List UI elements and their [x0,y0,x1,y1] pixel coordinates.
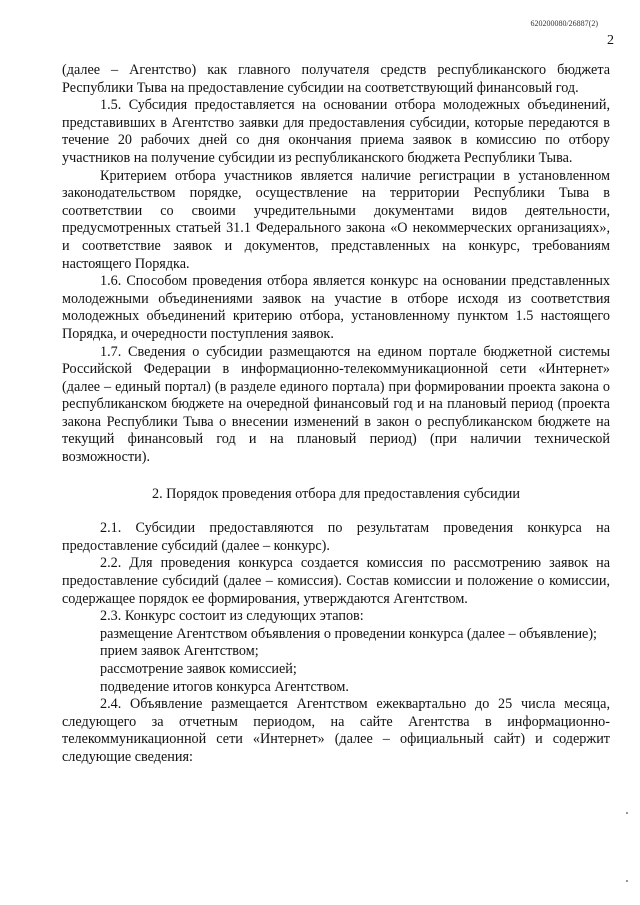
paragraph-1-5: 1.5. Субсидия предоставляется на основании отбора молодежных объединений, представивших в Агентство заявки для предоставления субсидии, которые передаются в течение 20 рабочих дней со дня окончания приема заявок в комиссию по отбору участников на получение субсидии из республиканского бюджета Республики Тыва. [62,97,610,166]
document-code: 620200080/26887(2) [530,19,598,28]
paragraph-2-2: 2.2. Для проведения конкурса создается комиссия по рассмотрению заявок на предоставление субсидий (далее – комиссия). Состав комиссии и положение о комиссии, содержащее порядок ее формирования, утверждаются Агентством. [62,555,610,607]
paragraph-2-4: 2.4. Объявление размещается Агентством ежеквартально до 25 числа месяца, следующего за отчетным периодом, на сайте Агентства в информационно-телекоммуникационной сети «Интернет» (далее – официальный сайт) и содержит следующие сведения: [62,696,610,765]
paragraph-2-3: 2.3. Конкурс состоит из следующих этапов: [100,608,364,625]
list-item-stage-review: рассмотрение заявок комиссией; [100,661,297,677]
scan-artifact [626,880,628,882]
scan-artifact [626,812,628,814]
section-title: 2. Порядок проведения отбора для предоставления субсидии [151,485,520,502]
paragraph-1-7: 1.7. Сведения о субсидии размещаются на едином портале бюджетной системы Российской Федерации в информационно-телекоммуникационной сети «Интернет» (далее – единый портал) (в разделе единого портала) при формировании проекта закона о республиканском бюджете на очередной финансовый год и на плановый период (проекта закона Республики Тыва о внесении изменений в закон о республиканском бюджете на текущий финансовый год и на плановый период) (при наличии технической возможности). [62,343,610,466]
list-item-stage-results: подведение итогов конкурса Агентством. [100,678,349,695]
page-number: 2 [607,33,614,48]
list-item-stage-reception: прием заявок Агентством; [100,643,259,660]
list-item-stage-announcement: размещение Агентством объявления о проведении конкурса (далее – объявление); [100,625,597,642]
document-body [62,62,610,767]
paragraph: (далее – Агентство) как главного получателя средств республиканского бюджета Республики Тыва на предоставление субсидии на соответствующий финансовый год. [62,62,610,96]
paragraph-2-1: 2.1. Субсидии предоставляются по результатам проведения конкурса на предоставление субсидий (далее – конкурс). [62,520,610,554]
paragraph-1-6: 1.6. Способом проведения отбора является конкурс на основании представленных молодежными объединениями заявок на участие в отборе исходя из соответствия молодежных объединений критерию отбора, установленному пунктом 1.5 настоящего Порядка, и очередности поступления заявок. [62,273,610,342]
paragraph-criteria: Критерием отбора участников является наличие регистрации в установленном законодательством порядке, осуществление на территории Республики Тыва в соответствии со своими учредительными документами видов деятельности, предусмотренных статьей 31.1 Федерального закона «О некоммерческих организациях», и соответствие заявок и документов, представленных на конкурс, требованиям настоящего Порядка. [62,167,610,272]
